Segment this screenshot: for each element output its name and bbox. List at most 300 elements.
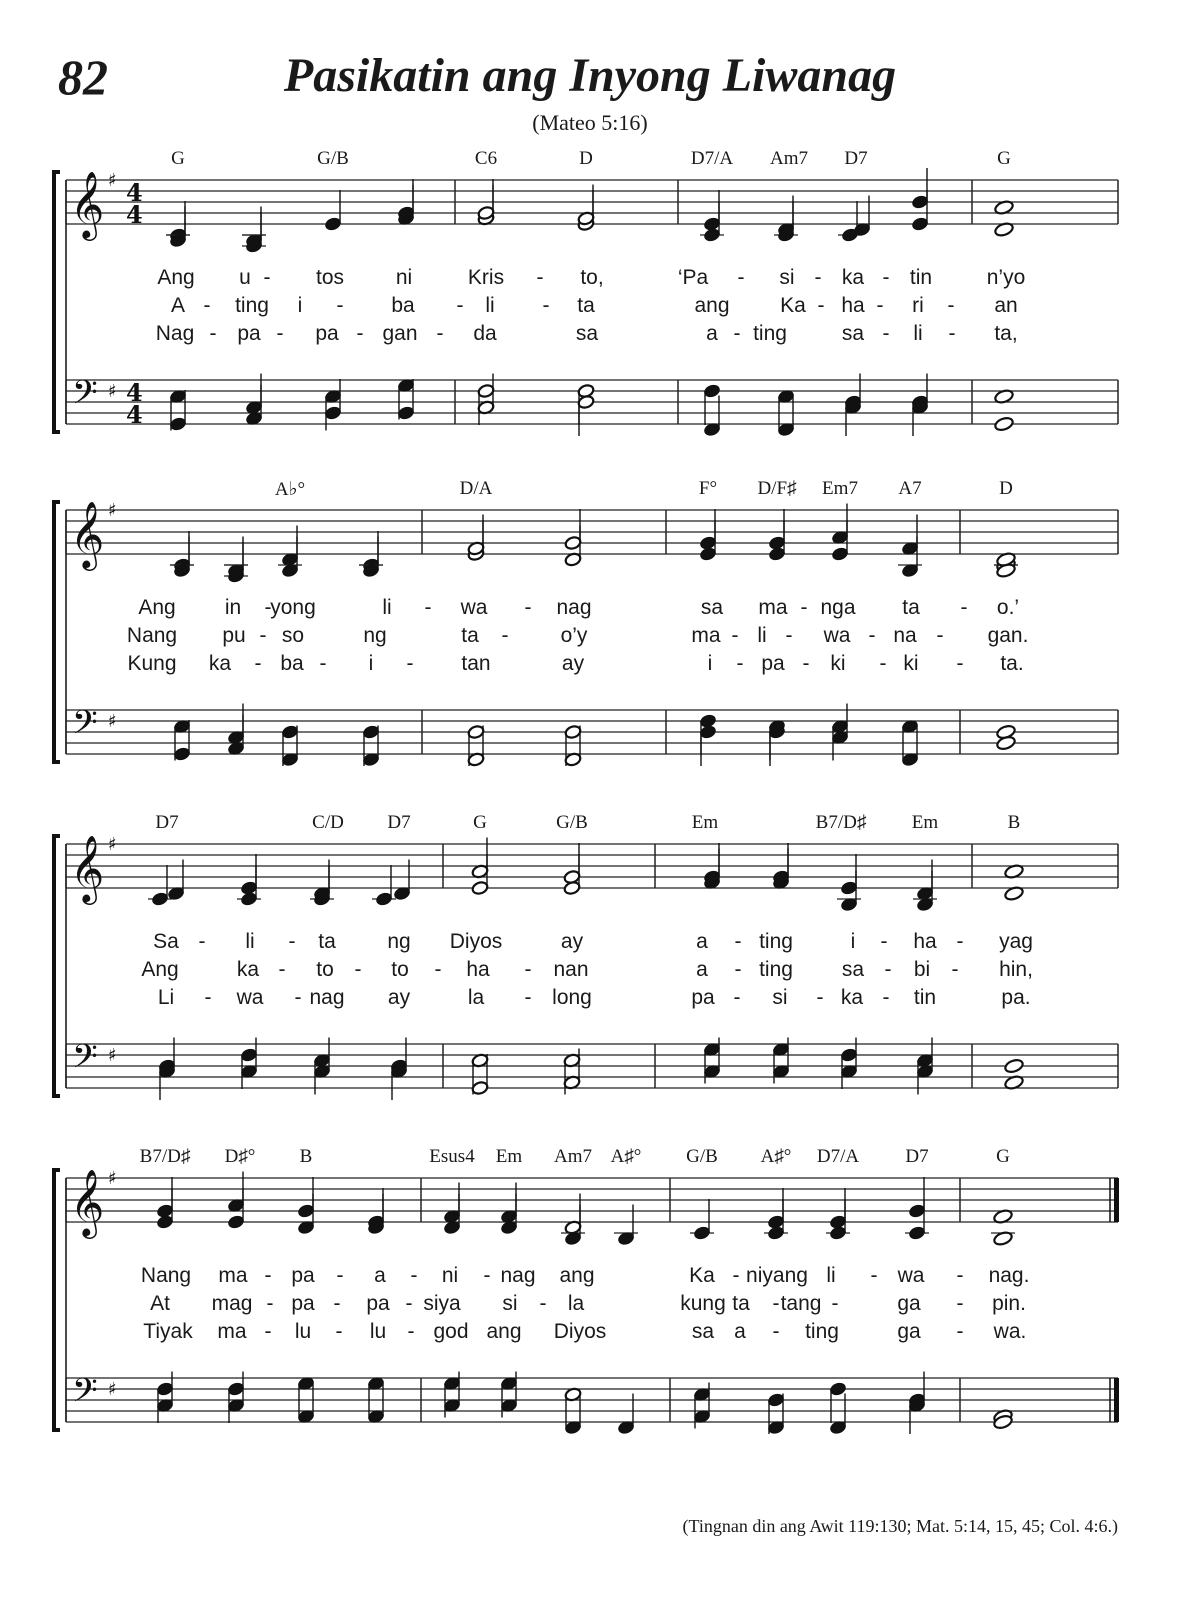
lyric-syllable: si <box>502 1292 518 1315</box>
lyric-syllable: ki <box>830 652 846 675</box>
lyric-syllable: ng <box>363 624 387 647</box>
syllable-hyphen: - <box>951 958 959 981</box>
syllable-hyphen: - <box>956 930 964 953</box>
chord-symbol: D♯° <box>224 1146 256 1167</box>
lyric-syllable: sa <box>841 322 865 345</box>
lyric-syllable: ay <box>387 986 411 1009</box>
note-head <box>564 535 582 550</box>
lyric-syllable: tang <box>780 1292 822 1315</box>
syllable-hyphen: - <box>732 1264 740 1287</box>
lyric-syllable: ang <box>694 294 730 317</box>
lyric-syllable: wa <box>897 1264 925 1287</box>
lyric-syllable: tos <box>315 266 345 289</box>
note-head <box>169 416 187 431</box>
note-head <box>829 1225 847 1240</box>
bass-staff <box>66 1372 1118 1422</box>
syllable-hyphen: - <box>802 652 810 675</box>
syllable-hyphen: - <box>876 294 884 317</box>
syllable-hyphen: - <box>264 1264 272 1287</box>
syllable-hyphen: - <box>956 652 964 675</box>
syllable-hyphen: - <box>816 986 824 1009</box>
lyric-syllable: li <box>382 596 392 619</box>
syllable-hyphen: - <box>737 266 745 289</box>
lyric-syllable: mag <box>211 1292 253 1315</box>
time-signature-top: 4 <box>126 178 143 207</box>
note-head <box>703 227 721 242</box>
syllable-hyphen: - <box>542 294 550 317</box>
lyric-syllable: ma <box>691 624 721 647</box>
syllable-hyphen: - <box>483 1264 491 1287</box>
lyric-syllable: ka <box>208 652 232 675</box>
lyric-syllable: pa <box>315 322 339 345</box>
note-head <box>173 746 191 761</box>
lyric-syllable: sa <box>691 1320 715 1343</box>
note-head <box>375 891 393 906</box>
final-barline-thick <box>1114 1178 1119 1222</box>
syllable-hyphen: - <box>259 624 267 647</box>
lyric-syllable: to <box>316 958 334 981</box>
chord-symbol: A7 <box>898 478 922 499</box>
verse-1-line <box>0 266 1200 296</box>
syllable-hyphen: - <box>524 986 532 1009</box>
lyric-syllable: hin, <box>999 958 1033 981</box>
note-head <box>151 891 169 906</box>
syllable-hyphen: - <box>278 958 286 981</box>
lyric-syllable: yong <box>270 596 316 619</box>
chord-symbol: B <box>299 1146 313 1167</box>
lyric-syllable: ting <box>759 930 793 953</box>
syllable-hyphen: - <box>424 596 432 619</box>
lyric-syllable: Nang <box>140 1264 192 1287</box>
lyric-syllable: Ang <box>141 958 179 981</box>
note-head <box>297 1203 315 1218</box>
chord-symbol: D7 <box>905 1146 929 1167</box>
lyric-syllable: yag <box>999 930 1033 953</box>
lyric-syllable: da <box>473 322 497 345</box>
lyric-syllable: Kris <box>467 266 505 289</box>
note-head <box>471 1080 489 1095</box>
note-head <box>324 405 342 420</box>
system-3 <box>0 812 1200 1112</box>
chord-symbol: A♯° <box>610 1146 642 1167</box>
syllable-hyphen: - <box>947 294 955 317</box>
note-head <box>467 724 485 739</box>
chord-symbol: C6 <box>474 148 498 169</box>
chord-symbol: D/F♯ <box>757 478 797 499</box>
chord-symbol: Em <box>495 1146 523 1167</box>
lyric-syllable: Ka <box>689 1264 715 1287</box>
lyric-syllable: nan <box>553 958 589 981</box>
lyric-syllable: to <box>391 958 409 981</box>
note-head <box>471 880 489 895</box>
lyric-syllable: ka <box>236 958 260 981</box>
syllable-hyphen: - <box>956 1264 964 1287</box>
syllable-hyphen: - <box>956 1320 964 1343</box>
chord-symbol: Esus4 <box>429 1146 475 1167</box>
lyric-syllable: Li <box>157 986 175 1009</box>
chord-symbol: Em <box>691 812 719 833</box>
lyric-syllable: ha <box>466 958 490 981</box>
lyric-syllable: ta <box>577 294 595 317</box>
lyric-syllable: ta <box>732 1292 750 1315</box>
chord-symbol: D7 <box>155 812 179 833</box>
note-head <box>699 535 717 550</box>
lyric-syllable: ma <box>218 1264 248 1287</box>
note-head <box>840 1047 858 1062</box>
lyric-syllable: ka <box>841 266 865 289</box>
lyric-syllable: so <box>281 624 305 647</box>
lyric-syllable: i <box>850 930 856 953</box>
verse-2-line <box>0 294 1200 324</box>
lyric-syllable: nag <box>556 596 592 619</box>
note-head <box>703 383 721 398</box>
time-signature-top: 4 <box>126 378 143 407</box>
note-head <box>362 724 380 739</box>
scripture-reference: (Mateo 5:16) <box>532 110 648 135</box>
syllable-hyphen: - <box>882 322 890 345</box>
bass-clef-icon: 𝄢 <box>72 1038 98 1084</box>
lyric-syllable: sa <box>700 596 724 619</box>
lyric-syllable: a <box>706 322 718 345</box>
lyric-syllable: Nag <box>155 322 195 345</box>
chord-symbol: D/A <box>459 478 493 499</box>
lyric-syllable: Ka <box>780 294 806 317</box>
chord-symbol: C/D <box>312 812 344 833</box>
syllable-hyphen: - <box>536 266 544 289</box>
bass-staff <box>66 1038 1118 1088</box>
chord-symbol: A♯° <box>760 1146 792 1167</box>
note-head <box>911 216 929 231</box>
lyric-syllable: nga <box>820 596 856 619</box>
treble-staff <box>66 170 1118 241</box>
syllable-hyphen: - <box>264 596 272 619</box>
chord-symbol: D7 <box>844 148 868 169</box>
note-head <box>240 1047 258 1062</box>
treble-clef-icon: 𝄞 <box>70 170 105 238</box>
lyric-syllable: pa <box>291 1264 315 1287</box>
lyric-syllable: si <box>772 986 788 1009</box>
chord-symbol: D <box>999 478 1013 499</box>
syllable-hyphen: - <box>264 1320 272 1343</box>
syllable-hyphen: - <box>276 322 284 345</box>
lyric-syllable: li <box>485 294 495 317</box>
syllable-hyphen: - <box>785 624 793 647</box>
syllable-hyphen: - <box>254 652 262 675</box>
lyric-syllable: la <box>467 986 485 1009</box>
key-signature-sharp-icon: ♯ <box>108 834 117 855</box>
lyric-syllable: ma <box>217 1320 247 1343</box>
lyric-syllable: ng <box>387 930 411 953</box>
syllable-hyphen: - <box>731 624 739 647</box>
syllable-hyphen: - <box>434 958 442 981</box>
note-head <box>397 405 415 420</box>
syllable-hyphen: - <box>734 930 742 953</box>
lyric-syllable: Ang <box>138 596 176 619</box>
lyric-syllable: si <box>779 266 795 289</box>
note-head <box>699 724 717 739</box>
bass-clef-icon: 𝄢 <box>72 704 98 750</box>
chord-symbol: Am7 <box>554 1146 592 1167</box>
lyric-syllable: ki <box>903 652 919 675</box>
treble-staff <box>66 500 1118 571</box>
bass-staff <box>66 704 1118 754</box>
bass-clef-icon: 𝄢 <box>72 1372 98 1418</box>
lyric-syllable: siya <box>423 1292 461 1315</box>
lyric-syllable: na <box>893 624 917 647</box>
syllable-hyphen: - <box>436 322 444 345</box>
verse-2-line <box>0 1292 1200 1322</box>
lyric-syllable: li <box>245 930 255 953</box>
treble-staff <box>66 1168 1118 1239</box>
syllable-hyphen: - <box>501 624 509 647</box>
note-head <box>767 1225 785 1240</box>
lyric-syllable: ta <box>902 596 920 619</box>
syllable-hyphen: - <box>733 322 741 345</box>
syllable-hyphen: - <box>772 1292 780 1315</box>
lyric-syllable: pin. <box>992 1292 1026 1315</box>
note-head <box>577 394 595 409</box>
syllable-hyphen: - <box>936 624 944 647</box>
lyric-syllable: ha <box>913 930 937 953</box>
verse-3-line <box>0 1320 1200 1350</box>
system-1 <box>0 148 1200 448</box>
lyric-syllable: ta. <box>1000 652 1024 675</box>
syllable-hyphen: - <box>294 986 302 1009</box>
syllable-hyphen: - <box>948 322 956 345</box>
chord-symbol: G <box>997 148 1011 169</box>
note-head <box>911 194 929 209</box>
syllable-hyphen: - <box>356 322 364 345</box>
syllable-hyphen: - <box>266 1292 274 1315</box>
chord-symbol: Em7 <box>822 478 858 499</box>
chord-symbol: D7 <box>387 812 411 833</box>
syllable-hyphen: - <box>870 1264 878 1287</box>
lyric-syllable: Ang <box>157 266 195 289</box>
syllable-hyphen: - <box>410 1264 418 1287</box>
note-head <box>767 1392 785 1407</box>
syllable-hyphen: - <box>772 1320 780 1343</box>
syllable-hyphen: - <box>884 958 892 981</box>
lyric-syllable: ting <box>759 958 793 981</box>
lyric-syllable: kung <box>680 1292 726 1315</box>
lyric-syllable: ta <box>461 624 479 647</box>
system-4 <box>0 1146 1200 1446</box>
chord-symbol: G/B <box>686 1146 718 1167</box>
verse-3-line <box>0 986 1200 1016</box>
key-signature-sharp-icon: ♯ <box>108 1168 117 1189</box>
lyric-syllable: ri <box>912 294 924 317</box>
syllable-hyphen: - <box>335 1320 343 1343</box>
note-head <box>994 416 1015 432</box>
note-head <box>829 1381 847 1396</box>
lyric-syllable: pa <box>761 652 785 675</box>
lyric-syllable: ang <box>559 1264 595 1287</box>
syllable-hyphen: - <box>407 1320 415 1343</box>
lyric-syllable: wa <box>460 596 488 619</box>
lyric-syllable: ba <box>280 652 304 675</box>
lyric-syllable: ting <box>235 294 269 317</box>
note-head <box>563 869 581 884</box>
note-head <box>156 1214 174 1229</box>
lyric-syllable: an <box>994 294 1018 317</box>
note-head <box>240 880 258 895</box>
lyric-syllable: nag. <box>988 1264 1030 1287</box>
lyric-syllable: Tiyak <box>143 1320 193 1343</box>
note-head <box>908 1203 926 1218</box>
lyric-syllable: pa <box>237 322 261 345</box>
treble-clef-icon: 𝄞 <box>70 500 105 568</box>
syllable-hyphen: - <box>288 930 296 953</box>
lyric-syllable: ‘Pa <box>677 266 709 289</box>
syllable-hyphen: - <box>960 596 968 619</box>
syllable-hyphen: - <box>203 294 211 317</box>
verse-1-line <box>0 930 1200 960</box>
syllable-hyphen: - <box>882 266 890 289</box>
treble-staff <box>66 834 1118 905</box>
syllable-hyphen: - <box>333 1292 341 1315</box>
key-signature-sharp-icon: ♯ <box>108 500 117 521</box>
syllable-hyphen: - <box>734 958 742 981</box>
lyric-syllable: Sa <box>153 930 179 953</box>
lyric-syllable: pu <box>222 624 246 647</box>
key-signature-sharp-icon: ♯ <box>108 1045 117 1066</box>
syllable-hyphen: - <box>868 624 876 647</box>
lyric-syllable: ting <box>753 322 787 345</box>
verse-1-line <box>0 1264 1200 1294</box>
lyric-syllable: a <box>734 1320 746 1343</box>
lyric-syllable: ma <box>758 596 788 619</box>
syllable-hyphen: - <box>539 1292 547 1315</box>
syllable-hyphen: - <box>405 1292 413 1315</box>
lyric-syllable: pa <box>691 986 715 1009</box>
note-head <box>281 724 299 739</box>
chord-symbol: Em <box>911 812 939 833</box>
chord-symbol: D7/A <box>690 148 734 169</box>
syllable-hyphen: - <box>831 1292 839 1315</box>
note-head <box>693 1225 711 1240</box>
note-head <box>227 1214 245 1229</box>
lyric-syllable: a <box>696 930 708 953</box>
lyric-syllable: o.’ <box>996 596 1020 619</box>
lyric-syllable: nag <box>309 986 345 1009</box>
lyric-syllable: ga <box>897 1292 921 1315</box>
hymn-title: Pasikatin ang Inyong Liwanag <box>283 49 897 102</box>
note-head <box>227 1381 245 1396</box>
syllable-hyphen: - <box>736 652 744 675</box>
lyric-syllable: ni <box>441 1264 459 1287</box>
treble-clef-icon: 𝄞 <box>70 834 105 902</box>
syllable-hyphen: - <box>800 596 808 619</box>
lyric-syllable: u <box>239 266 251 289</box>
syllable-hyphen: - <box>524 958 532 981</box>
key-signature-sharp-icon: ♯ <box>108 1379 117 1400</box>
chord-symbol: G <box>171 148 185 169</box>
lyric-syllable: ba <box>391 294 415 317</box>
chord-symbol: D7/A <box>816 1146 860 1167</box>
note-head <box>840 880 858 895</box>
lyric-syllable: a <box>374 1264 386 1287</box>
key-signature-sharp-icon: ♯ <box>108 170 117 191</box>
chord-symbol: B7/D♯ <box>815 812 867 833</box>
time-signature-bottom: 4 <box>126 200 143 229</box>
lyric-syllable: wa. <box>993 1320 1027 1343</box>
syllable-hyphen: - <box>354 958 362 981</box>
syllable-hyphen: - <box>319 652 327 675</box>
lyric-syllable: gan. <box>987 624 1029 647</box>
lyric-syllable: ni <box>395 266 413 289</box>
lyric-syllable: sa <box>841 958 865 981</box>
note-head <box>831 546 849 561</box>
syllable-hyphen: - <box>406 652 414 675</box>
syllable-hyphen: - <box>263 266 271 289</box>
lyric-syllable: in <box>224 596 242 619</box>
syllable-hyphen: - <box>879 652 887 675</box>
key-signature-sharp-icon: ♯ <box>108 711 117 732</box>
lyric-syllable: ay <box>560 930 584 953</box>
chord-symbol: Am7 <box>770 148 808 169</box>
lyric-syllable: tan <box>461 652 491 675</box>
system-2 <box>0 478 1200 778</box>
lyric-syllable: ay <box>561 652 585 675</box>
lyric-syllable: Diyos <box>449 930 503 953</box>
lyric-syllable: ha <box>841 294 865 317</box>
syllable-hyphen: - <box>209 322 217 345</box>
lyric-syllable: ting <box>805 1320 839 1343</box>
syllable-hyphen: - <box>524 596 532 619</box>
chord-symbol: G <box>473 812 487 833</box>
lyric-syllable: li <box>757 624 767 647</box>
note-head <box>156 1381 174 1396</box>
note-head <box>1004 1058 1025 1074</box>
lyric-syllable: wa <box>236 986 264 1009</box>
lyric-syllable: god <box>433 1320 469 1343</box>
note-head <box>768 535 786 550</box>
syllable-hyphen: - <box>733 986 741 1009</box>
lyric-syllable: lu <box>369 1320 387 1343</box>
chord-symbol: A♭° <box>274 479 306 500</box>
note-head <box>908 1225 926 1240</box>
verse-1-line <box>0 596 1200 626</box>
chord-symbol: G/B <box>317 148 349 169</box>
lyric-syllable: tin <box>913 986 937 1009</box>
lyric-syllable: Nang <box>126 624 178 647</box>
lyric-syllable: nag <box>500 1264 536 1287</box>
note-head <box>564 724 582 739</box>
lyric-syllable: i <box>297 294 303 317</box>
lyric-syllable: to, <box>580 266 604 289</box>
chord-symbol: F° <box>698 478 718 499</box>
lyric-syllable: bi <box>913 958 931 981</box>
chord-symbol: G <box>996 1146 1010 1167</box>
lyric-syllable: A <box>170 294 186 317</box>
hymn-number: 82 <box>58 49 108 105</box>
lyric-syllable: o’y <box>560 624 588 647</box>
lyric-syllable: lu <box>294 1320 312 1343</box>
note-head <box>477 383 495 398</box>
syllable-hyphen: - <box>198 930 206 953</box>
lyric-syllable: tin <box>909 266 933 289</box>
lyric-syllable: gan <box>382 322 418 345</box>
final-barline-thick <box>1114 1378 1119 1422</box>
lyric-syllable: n’yo <box>986 266 1026 289</box>
lyric-syllable: wa <box>823 624 851 647</box>
lyric-syllable: long <box>552 986 592 1009</box>
lyric-syllable: ta <box>318 930 336 953</box>
time-signature-bottom: 4 <box>126 400 143 429</box>
key-signature-sharp-icon: ♯ <box>108 381 117 402</box>
lyric-syllable: pa <box>291 1292 315 1315</box>
lyric-syllable: niyang <box>746 1264 808 1287</box>
